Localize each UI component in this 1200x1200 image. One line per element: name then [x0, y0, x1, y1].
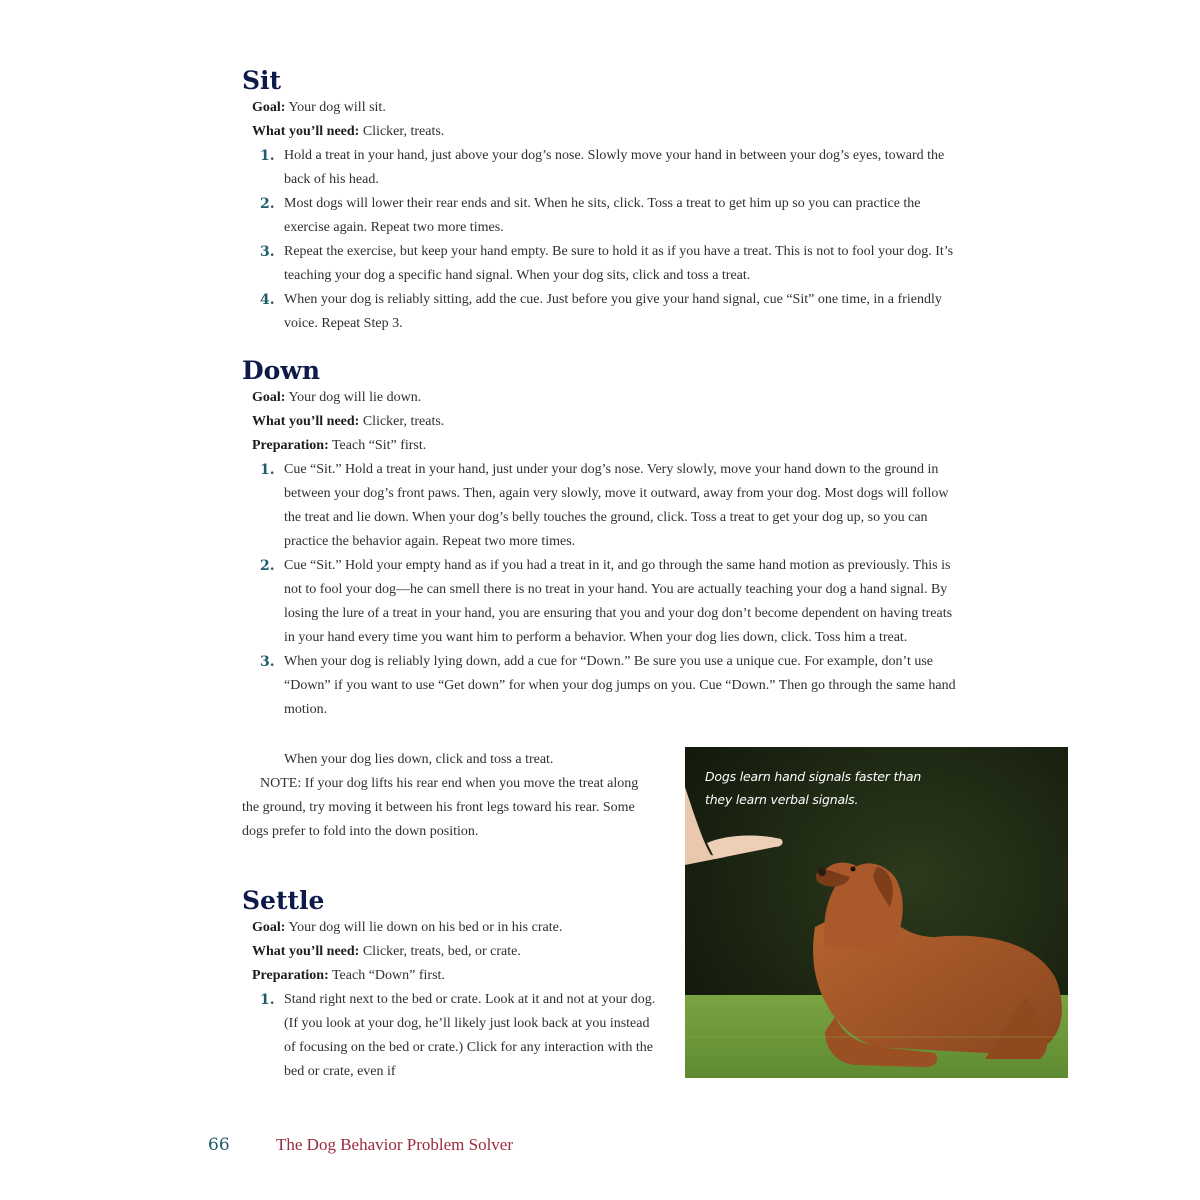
down-step-3: 3. When your dog is reliably lying down, add a cue for “Down.” Be sure you use a unique cue. For example, don’t use “Down” if you want to use “Get down” for when your dog jumps on you. Cue “Down.” Then go through the same hand motion. [260, 654, 956, 717]
dog-photo [685, 747, 1068, 1078]
sit-steps [242, 144, 962, 336]
down-step-1: 1. Cue “Sit.” Hold a treat in your hand, just under your dog’s nose. Very slowly, move your hand down to the ground in between your dog’s front paws. Then, again very slowly, move it outward, away from your dog. Most dogs will follow the treat and lie down. When your dog’s belly touches the ground, click. Toss a treat to get your dog up, so you can practice the behavior again. Repeat two more times. [260, 462, 949, 549]
down-step-2: 2. Cue “Sit.” Hold your empty hand as if you had a treat in it, and go through the same hand motion as previously. This is not to fool your dog—he can smell there is no treat in your hand. You are actually teaching your dog a hand signal. By losing the lure of a treat in your hand, you are ensuring that you and your dog don’t become dependent on having treats in your hand every time you want him to perform a behavior. When your dog lies down, click. Toss him a treat. [260, 558, 953, 645]
settle-preparation: Preparation: Teach “Down” first. [252, 968, 445, 983]
sit-step-1: 1. Hold a treat in your hand, just above your dog’s nose. Slowly move your hand in between your dog’s eyes, toward the back of his head. [260, 148, 945, 187]
down-needs: What you’ll need: Clicker, treats. [252, 414, 445, 429]
down-steps [242, 458, 962, 722]
section-down [242, 356, 962, 722]
section-settle [242, 886, 662, 1084]
settle-goal: Goal: Your dog will lie down on his bed or in his crate. [252, 920, 563, 935]
down-goal: Goal: Your dog will lie down. [252, 390, 422, 405]
sit-step-3: 3. Repeat the exercise, but keep your hand empty. Be sure to hold it as if you have a treat. This is not to fool your dog. It’s teaching your dog a specific hand signal. When your dog sits, click and toss a treat. [260, 244, 954, 283]
settle-steps [242, 988, 662, 1084]
photo-caption: Dogs learn hand signals faster than they learn verbal signals. [705, 769, 922, 807]
down-step-3-continuation: When your dog lies down, click and toss a treat. [284, 752, 554, 767]
book-title-footer: The Dog Behavior Problem Solver [276, 1135, 514, 1154]
page-number: 66 [208, 1135, 230, 1155]
down-preparation: Preparation: Teach “Sit” first. [252, 438, 427, 453]
sit-step-2: 2. Most dogs will lower their rear ends and sit. When he sits, click. Toss a treat to get him up so you can practice the exercise again. Repeat two more times. [260, 196, 921, 235]
heading-down: Down [242, 356, 321, 385]
sit-goal: Goal: Your dog will sit. [252, 100, 386, 115]
sit-needs: What you’ll need: Clicker, treats. [252, 124, 445, 139]
section-sit [242, 66, 962, 336]
heading-sit: Sit [242, 66, 282, 95]
settle-needs: What you’ll need: Clicker, treats, bed, or crate. [252, 944, 521, 959]
down-note: NOTE: If your dog lifts his rear end when you move the treat along the ground, try moving it between his front legs toward his rear. Some dogs prefer to fold into the down position. [242, 776, 639, 839]
heading-settle: Settle [242, 886, 325, 915]
sit-step-4: 4. When your dog is reliably sitting, add the cue. Just before you give your hand signal, cue “Sit” one time, in a friendly voice. Repeat Step 3. [260, 292, 942, 331]
down-continued [242, 748, 642, 844]
settle-step-1: 1. Stand right next to the bed or crate. Look at it and not at your dog. (If you look at your dog, he’ll likely just look back at you instead of focusing on the bed or crate.) Click for any interaction with the bed or crate, even if [260, 992, 656, 1079]
